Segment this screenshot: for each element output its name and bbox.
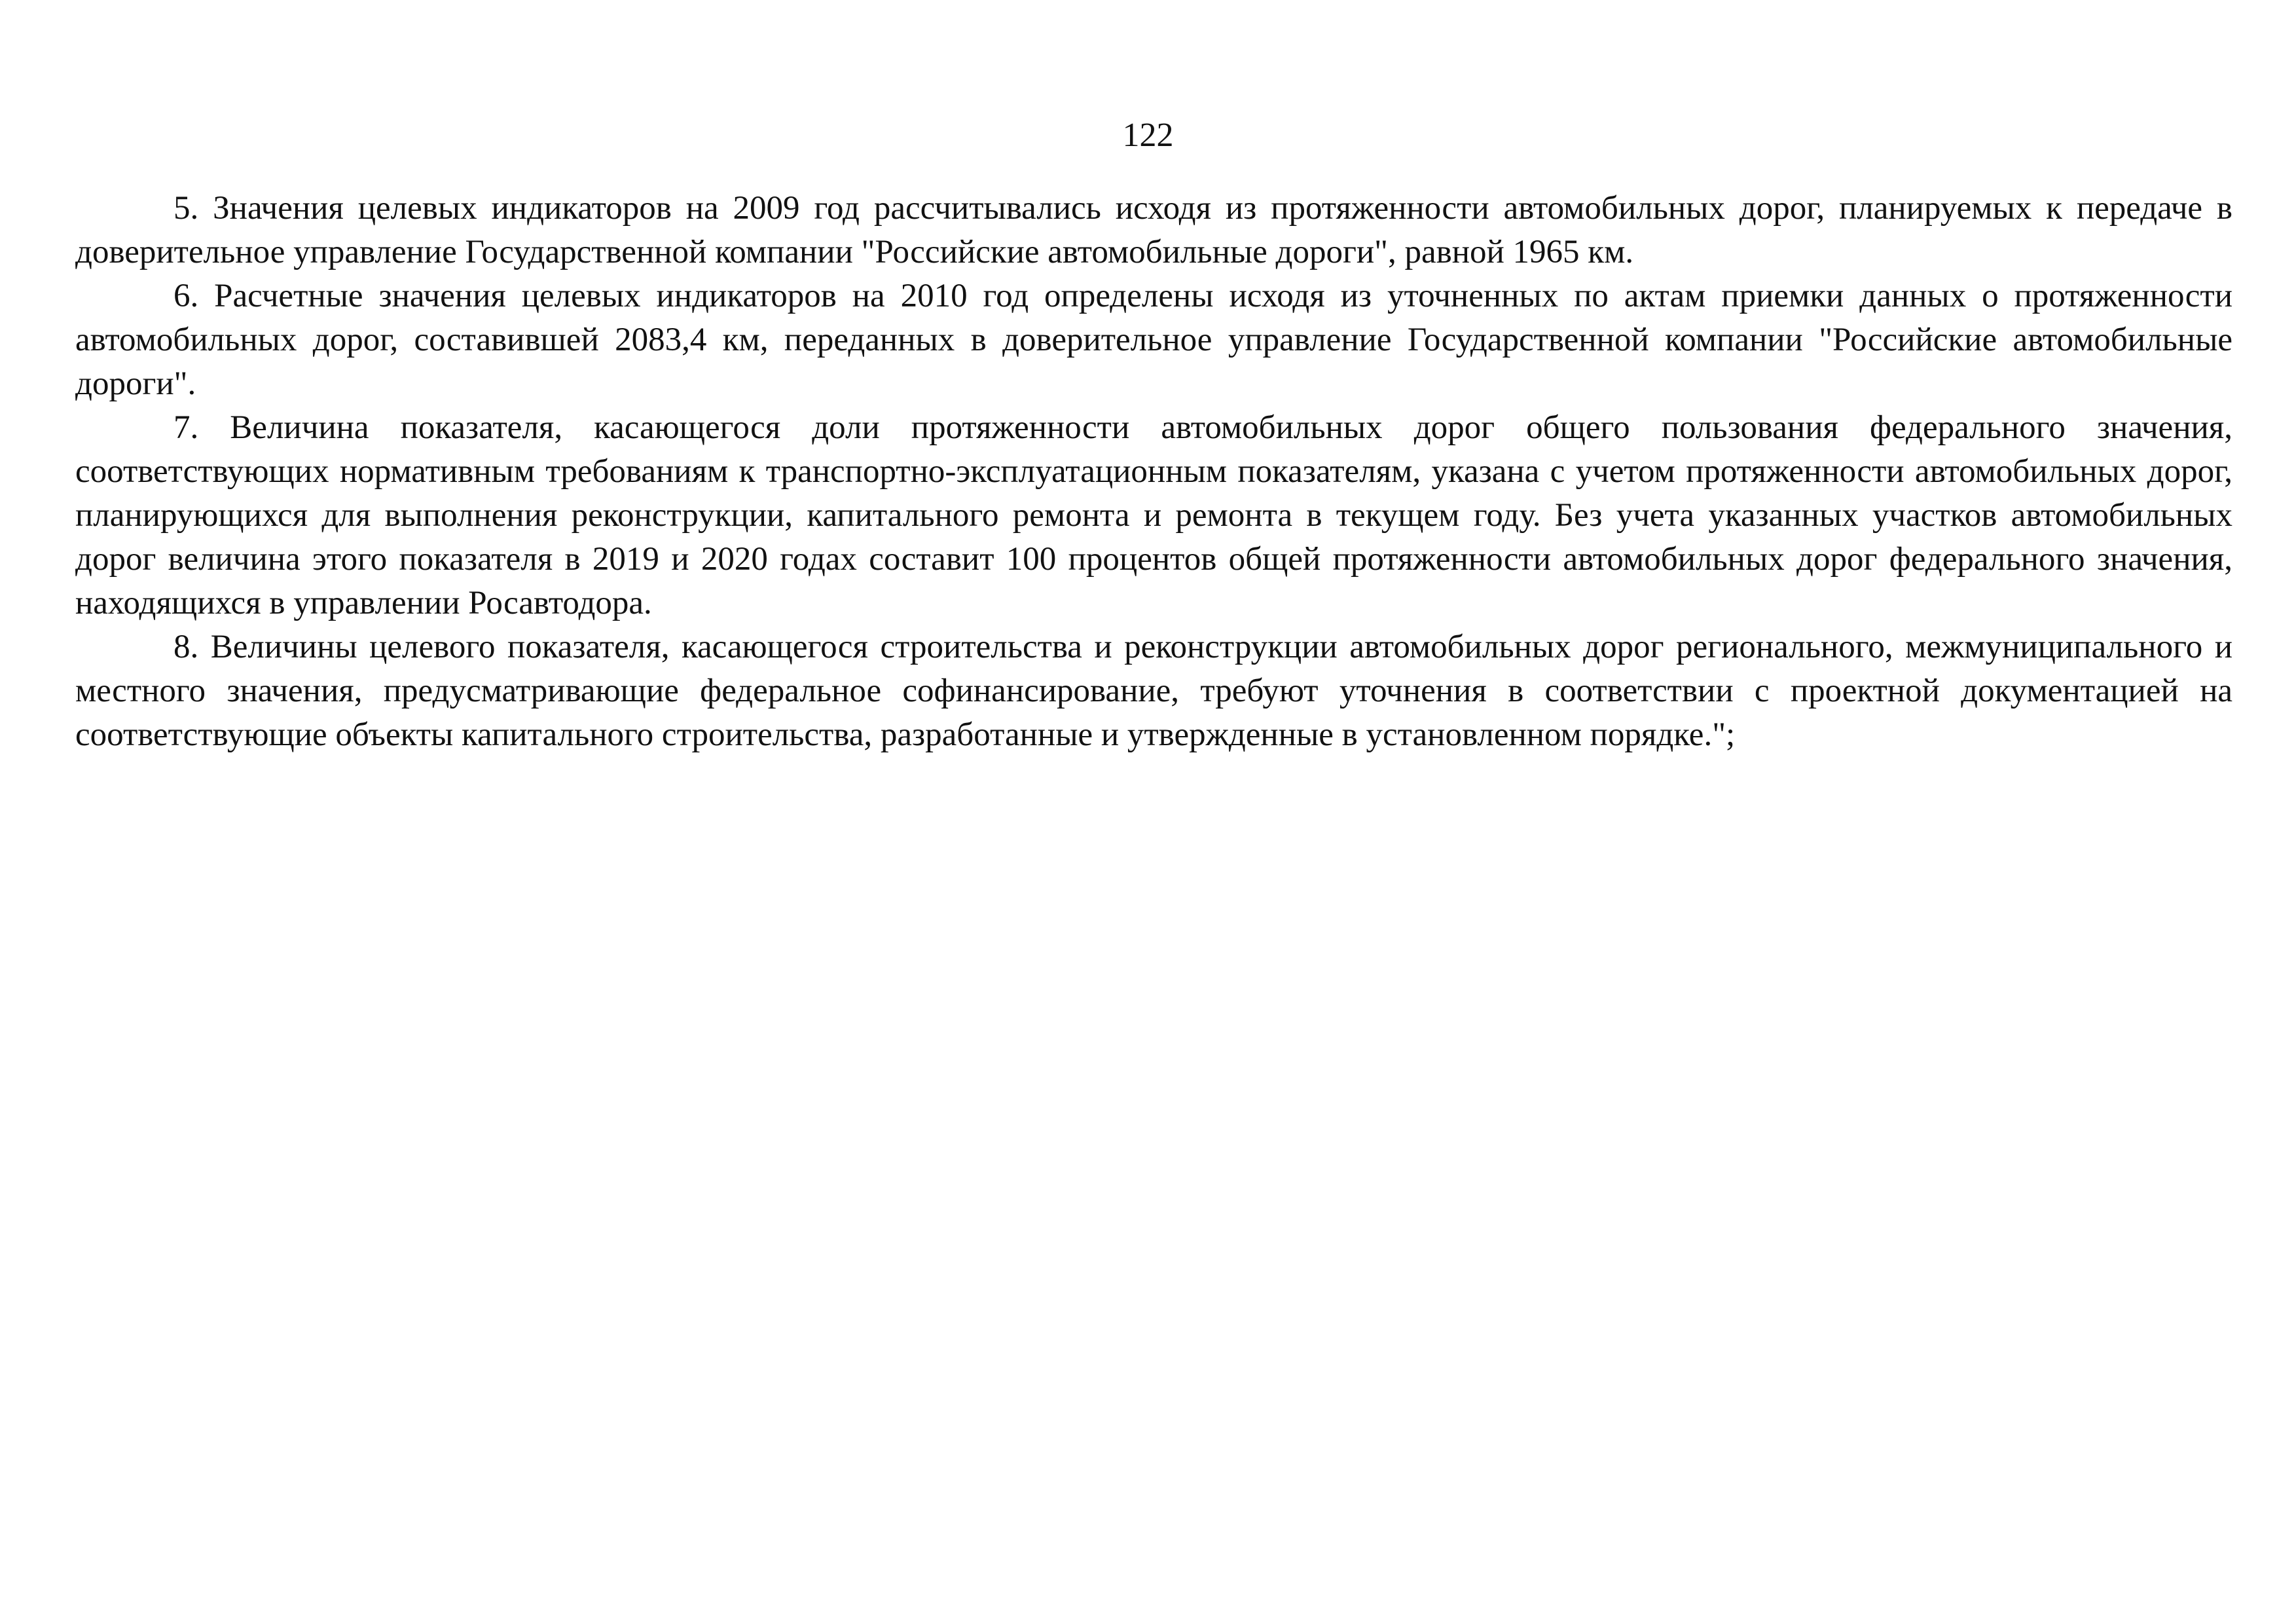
paragraph-6: 6. Расчетные значения целевых индикаторов на 2010 год определены исходя из уточненных по актам приемки данных о протяженности автомобильных дорог, составившей 2083,4 км, переданных в доверительное управление Государственной компании "Российские автомобильные дороги". (75, 278, 2232, 402)
document-body (75, 187, 2232, 757)
page-number: 122 (1122, 117, 1174, 154)
paragraph-5: 5. Значения целевых индикаторов на 2009 год рассчитывались исходя из протяженности автомобильных дорог, планируемых к передаче в доверительное управление Государственной компании "Российские автомобильные дороги", равной 1965 км. (75, 190, 2232, 270)
paragraph-7: 7. Величина показателя, касающегося доли протяженности автомобильных дорог общего пользования федерального значения, соответствующих нормативным требованиям к транспортно-эксплуатационным показателям, указана с учетом протяженности автомобильных дорог, планирующихся для выполнения реконструкции, капитального ремонта и ремонта в текущем году. Без учета указанных участков автомобильных дорог величина этого показателя в 2019 и 2020 годах составит 100 процентов общей протяженности автомобильных дорог федерального значения, находящихся в управлении Росавтодора. (75, 409, 2232, 621)
paragraph-8: 8. Величины целевого показателя, касающегося строительства и реконструкции автомобильных дорог регионального, межмуниципального и местного значения, предусматривающие федеральное софинансирование, требуют уточнения в соответствии с проектной документацией на соответствующие объекты капитального строительства, разработанные и утвержденные в установленном порядке."; (75, 629, 2232, 753)
